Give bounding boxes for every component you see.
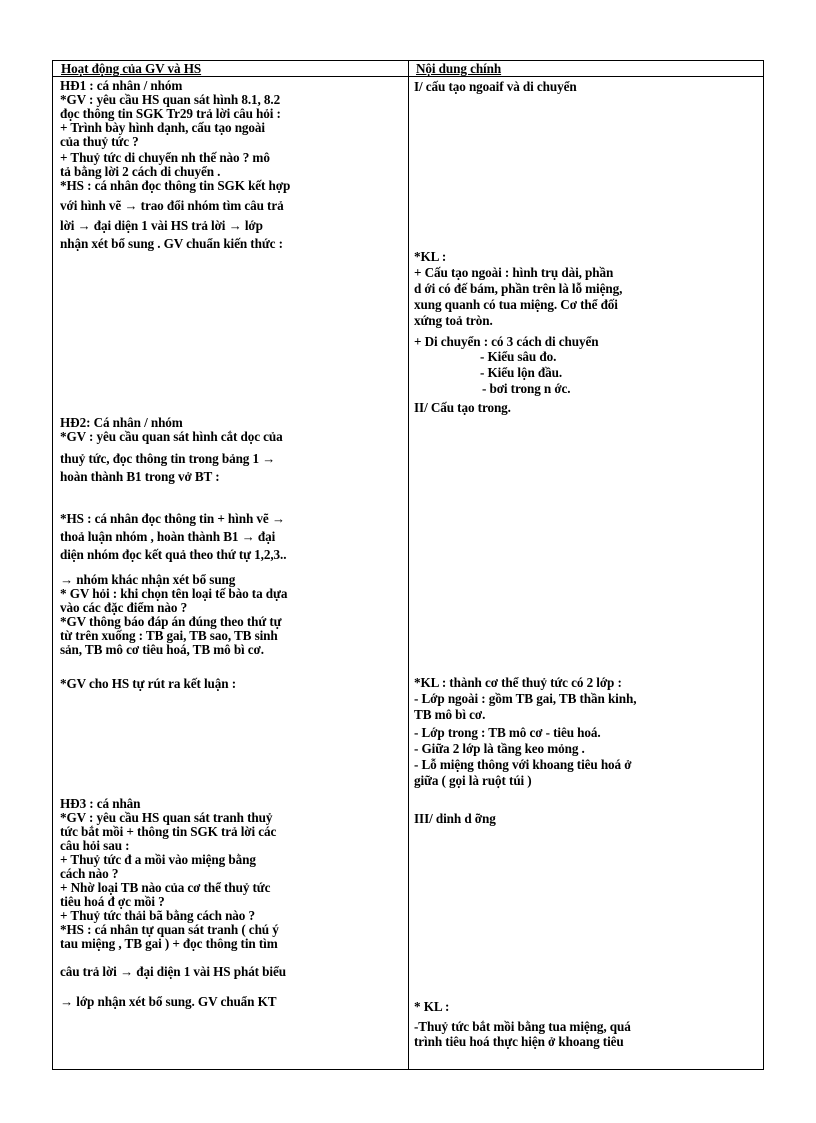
- left-line: tức bắt mồi + thông tin SGK trả lời các: [60, 824, 277, 839]
- right-line: II/ Cấu tạo trong.: [414, 400, 511, 415]
- left-line: *GV thông báo đáp án đúng theo thứ tự: [60, 614, 282, 629]
- left-line: nhận xét bổ sung . GV chuẩn kiến thức :: [60, 236, 283, 251]
- left-line: hoàn thành B1 trong vở BT :: [60, 469, 220, 484]
- header-divider: [53, 76, 763, 77]
- left-line: thoả luận nhóm , hoàn thành B1 → đại: [60, 529, 276, 544]
- right-line: *KL :: [414, 249, 447, 264]
- left-line: + Thuỷ tức di chuyển nh thế nào ? mô: [60, 150, 270, 165]
- right-line: I/ cấu tạo ngoaif và di chuyển: [414, 79, 577, 94]
- left-line: → nhóm khác nhận xét bổ sung: [60, 572, 236, 587]
- left-line: HĐ3 : cá nhân: [60, 796, 141, 811]
- left-line: *HS : cá nhân tự quan sát tranh ( chú ý: [60, 922, 279, 937]
- right-line: - Kiểu sâu đo.: [480, 349, 557, 364]
- right-line: giữa ( gọi là ruột túi ): [414, 773, 532, 788]
- left-line: + Trình bày hình dạnh, cấu tạo ngoài: [60, 120, 265, 135]
- header-right: Nội dung chính: [416, 61, 502, 76]
- left-line: HĐ1 : cá nhân / nhóm: [60, 78, 183, 93]
- right-line: xung quanh có tua miệng. Cơ thể đối: [414, 297, 618, 312]
- right-line: TB mô bì cơ.: [414, 707, 486, 722]
- left-line: đọc thông tin SGK Tr29 trả lời câu hỏi :: [60, 106, 281, 121]
- left-line: của thuỷ tức ?: [60, 134, 139, 149]
- left-line: với hình vẽ → trao đổi nhóm tìm câu trả: [60, 198, 284, 213]
- left-line: *HS : cá nhân đọc thông tin SGK kết hợp: [60, 178, 291, 193]
- right-line: trình tiêu hoá thực hiện ở khoang tiêu: [414, 1034, 624, 1049]
- right-line: - Kiểu lộn đầu.: [480, 365, 563, 380]
- left-line: cách nào ?: [60, 866, 119, 881]
- right-line: *KL : thành cơ thể thuỷ tức có 2 lớp :: [414, 675, 622, 690]
- right-line: -Thuỷ tức bắt mồi bằng tua miệng, quá: [414, 1019, 631, 1034]
- left-line: vào các đặc điểm nào ?: [60, 600, 188, 615]
- right-line: - Giữa 2 lớp là tầng keo mỏng .: [414, 741, 585, 756]
- right-line: d ới có đế bám, phần trên là lỗ miệng,: [414, 281, 623, 296]
- left-line: + Thuỷ tức thải bã bằng cách nào ?: [60, 908, 255, 923]
- left-line: *GV : yêu cầu quan sát hình cắt dọc của: [60, 429, 283, 444]
- left-line: câu hỏi sau :: [60, 838, 130, 853]
- left-line: câu trả lời → đại diện 1 vài HS phát biểu: [60, 964, 286, 979]
- right-line: - Lỗ miệng thông với khoang tiêu hoá ở: [414, 757, 632, 772]
- right-line: + Cấu tạo ngoài : hình trụ dài, phần: [414, 265, 614, 280]
- left-line: *GV cho HS tự rút ra kết luận :: [60, 676, 237, 691]
- left-line: + Thuỷ tức đ a mồi vào miệng bằng: [60, 852, 256, 867]
- left-line: *HS : cá nhân đọc thông tin + hình vẽ →: [60, 511, 285, 526]
- left-line: + Nhờ loại TB nào của cơ thể thuỷ tức: [60, 880, 271, 895]
- left-line: tau miệng , TB gai ) + đọc thông tin tìm: [60, 936, 278, 951]
- column-divider: [408, 61, 409, 1069]
- left-line: *GV : yêu cầu HS quan sát tranh thuỷ: [60, 810, 273, 825]
- right-line: + Di chuyển : có 3 cách di chuyển: [414, 334, 599, 349]
- right-line: - bơi trong n ớc.: [482, 381, 571, 396]
- left-line: thuỷ tức, đọc thông tin trong bảng 1 →: [60, 451, 276, 466]
- left-line: lời → đại diện 1 vài HS trả lời → lớp: [60, 218, 263, 233]
- left-line: *GV : yêu cầu HS quan sát hình 8.1, 8.2: [60, 92, 281, 107]
- right-line: * KL :: [414, 999, 450, 1014]
- left-line: → lớp nhận xét bổ sung. GV chuẩn KT: [60, 994, 277, 1009]
- right-line: III/ dinh d ỡng: [414, 811, 496, 826]
- right-line: xứng toả tròn.: [414, 313, 493, 328]
- header-left: Hoạt động của GV và HS: [61, 61, 202, 76]
- left-line: tiêu hoá đ ợc mồi ?: [60, 894, 165, 909]
- left-line: sản, TB mô cơ tiêu hoá, TB mô bì cơ.: [60, 642, 264, 657]
- right-line: - Lớp ngoài : gồm TB gai, TB thần kinh,: [414, 691, 637, 706]
- left-line: * GV hỏi : khi chọn tên loại tế bào ta dựa: [60, 586, 288, 601]
- left-line: diện nhóm đọc kết quả theo thứ tự 1,2,3..: [60, 547, 287, 562]
- left-line: HĐ2: Cá nhân / nhóm: [60, 415, 183, 430]
- right-line: - Lớp trong : TB mô cơ - tiêu hoá.: [414, 725, 601, 740]
- left-line: tả bằng lời 2 cách di chuyển .: [60, 164, 221, 179]
- left-line: từ trên xuống : TB gai, TB sao, TB sinh: [60, 628, 278, 643]
